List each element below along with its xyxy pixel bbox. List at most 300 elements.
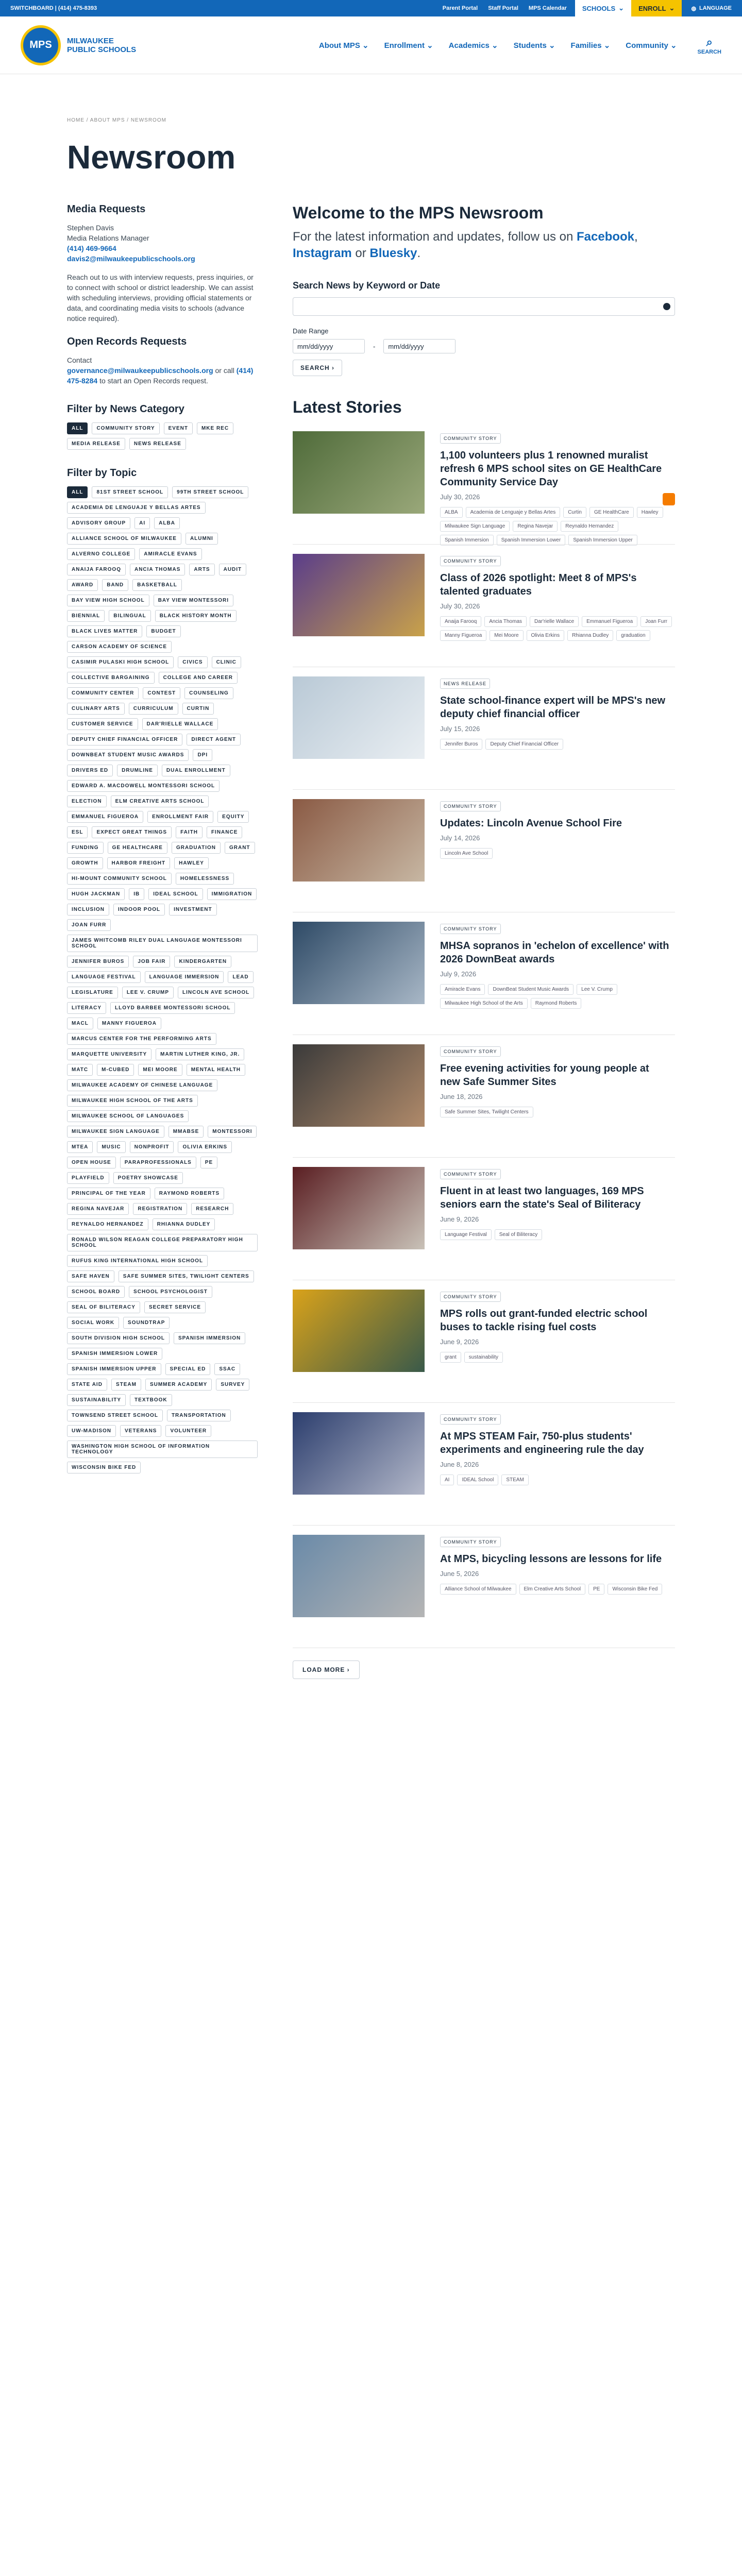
story-body xyxy=(440,545,672,667)
topic-tag[interactable]: CUSTOMER SERVICE xyxy=(67,718,138,730)
story-category-badge: COMMUNITY STORY xyxy=(440,1046,501,1057)
topic-tag[interactable]: OPEN HOUSE xyxy=(67,1157,116,1168)
story-tag[interactable]: Ancia Thomas xyxy=(484,616,527,627)
story-tag[interactable]: Spanish Immersion Upper xyxy=(568,535,637,546)
topic-tag[interactable]: BUDGET xyxy=(146,625,180,637)
topic-tag[interactable]: ARTS xyxy=(189,564,214,575)
story-category-badge: COMMUNITY STORY xyxy=(440,433,501,444)
parent-portal-link[interactable]: Parent Portal xyxy=(442,5,478,11)
topic-tag[interactable]: M-CUBED xyxy=(97,1064,134,1076)
story-tag[interactable]: Mei Moore xyxy=(490,630,523,641)
media-phone-link[interactable]: (414) 469-9664 xyxy=(67,244,116,252)
story-tag[interactable]: Raymond Roberts xyxy=(531,998,582,1009)
category-filter xyxy=(67,422,258,450)
topic-tag[interactable]: ALL xyxy=(67,486,88,498)
topic-tag[interactable]: SPANISH IMMERSION LOWER xyxy=(67,1348,162,1360)
topic-tag[interactable]: GE HEALTHCARE xyxy=(108,842,167,854)
story-title[interactable]: At MPS STEAM Fair, 750-plus students' experiments and engineering rule the day xyxy=(440,1431,644,1455)
media-heading: Media Requests xyxy=(67,204,146,215)
topic-tag[interactable]: CURRICULUM xyxy=(129,703,178,715)
search-icon: ⌕ xyxy=(706,35,713,48)
story-image[interactable] xyxy=(293,1290,425,1372)
topic-tag[interactable]: VOLUNTEER xyxy=(165,1425,211,1437)
story-tags xyxy=(440,507,672,546)
topic-tag[interactable]: SUMMER ACADEMY xyxy=(145,1379,212,1391)
nav-community[interactable]: Community ⌄ xyxy=(626,41,677,50)
story-category-badge: COMMUNITY STORY xyxy=(440,1292,501,1302)
topic-tag[interactable]: SCHOOL PSYCHOLOGIST xyxy=(129,1286,212,1298)
topic-tag[interactable]: BAND xyxy=(102,579,128,591)
topic-tag[interactable]: GRANT xyxy=(225,842,255,854)
main-content xyxy=(293,204,675,1679)
topic-tag[interactable]: ALUMNI xyxy=(185,533,218,545)
topic-tag[interactable]: LEE V. CRUMP xyxy=(122,987,174,998)
story-tag[interactable]: Alliance School of Milwaukee xyxy=(440,1584,516,1595)
topic-tag[interactable]: BAY VIEW HIGH SCHOOL xyxy=(67,595,149,606)
topic-tag[interactable]: AI xyxy=(134,517,150,529)
rss-icon[interactable] xyxy=(663,493,675,505)
staff-portal-link[interactable]: Staff Portal xyxy=(488,5,518,11)
latest-stories-heading: Latest Stories xyxy=(293,398,402,416)
topic-tag[interactable]: ELM CREATIVE ARTS SCHOOL xyxy=(111,795,209,807)
topic-tag[interactable]: MARCUS CENTER FOR THE PERFORMING ARTS xyxy=(67,1033,216,1045)
story-tag[interactable]: Manny Figueroa xyxy=(440,630,486,641)
topic-tag[interactable]: ESL xyxy=(67,826,88,838)
story-title[interactable]: Class of 2026 spotlight: Meet 8 of MPS's talented graduates xyxy=(440,572,637,597)
topic-tag[interactable]: GRADUATION xyxy=(172,842,221,854)
topic-tag[interactable]: LANGUAGE FESTIVAL xyxy=(67,971,141,983)
date-separator: - xyxy=(373,342,376,350)
topic-tag[interactable]: MONTESSORI xyxy=(208,1126,257,1138)
topic-tag[interactable]: ANCIA THOMAS xyxy=(130,564,185,575)
topic-filter xyxy=(67,486,258,1473)
topic-tag[interactable]: STATE AID xyxy=(67,1379,107,1391)
story-tag[interactable]: grant xyxy=(440,1352,461,1363)
story-date: July 9, 2026 xyxy=(440,970,477,978)
schools-button[interactable] xyxy=(575,0,631,16)
topic-tag[interactable]: SSAC xyxy=(214,1363,240,1375)
topic-tag[interactable]: FUNDING xyxy=(67,842,104,854)
topic-tag[interactable]: EXPECT GREAT THINGS xyxy=(92,826,172,838)
topic-tag[interactable]: LLOYD BARBEE MONTESSORI SCHOOL xyxy=(110,1002,235,1014)
story-body xyxy=(440,1158,672,1280)
topic-tag[interactable]: RAYMOND ROBERTS xyxy=(155,1188,224,1199)
topic-tag[interactable]: CURTIN xyxy=(182,703,214,715)
topic-tag[interactable]: MARQUETTE UNIVERSITY xyxy=(67,1048,151,1060)
topic-tag[interactable]: JAMES WHITCOMB RILEY DUAL LANGUAGE MONTESSORI SCHOOL xyxy=(67,935,258,952)
keyword-search-input[interactable] xyxy=(293,297,675,316)
topic-tag[interactable]: MATC xyxy=(67,1064,93,1076)
story-date: July 30, 2026 xyxy=(440,493,480,501)
topic-tag[interactable]: ALBA xyxy=(154,517,180,529)
topic-tag[interactable]: SUSTAINABILITY xyxy=(67,1394,126,1406)
story-tag[interactable]: Joan Furr xyxy=(640,616,672,627)
story-tag[interactable]: Emmanuel Figueroa xyxy=(582,616,637,627)
topic-tag[interactable]: MEI MOORE xyxy=(138,1064,182,1076)
topic-tag[interactable]: BLACK LIVES MATTER xyxy=(67,625,142,637)
topic-tag[interactable]: HARBOR FREIGHT xyxy=(107,857,171,869)
story-tag[interactable]: Seal of Biliteracy xyxy=(495,1229,542,1240)
topic-tag[interactable]: BAY VIEW MONTESSORI xyxy=(154,595,233,606)
topic-tag[interactable]: EDWARD A. MACDOWELL MONTESSORI SCHOOL xyxy=(67,780,220,792)
story-body xyxy=(440,1403,672,1525)
story-image[interactable] xyxy=(293,676,425,759)
topic-tag[interactable]: EMMANUEL FIGUEROA xyxy=(67,811,143,823)
topic-tag[interactable]: PRINCIPAL OF THE YEAR xyxy=(67,1188,150,1199)
search-button[interactable] xyxy=(698,36,721,55)
story-body xyxy=(440,422,672,544)
story-tag[interactable]: AI xyxy=(440,1475,454,1485)
calendar-link[interactable]: MPS Calendar xyxy=(528,5,567,11)
topic-tag[interactable]: TEXTBOOK xyxy=(130,1394,172,1406)
enroll-label: ENROLL xyxy=(638,4,666,12)
topic-tag[interactable]: ANAIJA FAROOQ xyxy=(67,564,126,575)
topic-tag[interactable]: CIVICS xyxy=(178,656,207,668)
story-body xyxy=(440,667,672,789)
topic-tag[interactable]: SOUTH DIVISION HIGH SCHOOL xyxy=(67,1332,170,1344)
story-tag[interactable]: Anaija Farooq xyxy=(440,616,481,627)
story-category-badge: COMMUNITY STORY xyxy=(440,924,501,934)
story-tag[interactable]: Dar'rielle Wallace xyxy=(530,616,579,627)
topic-tag[interactable]: MARTIN LUTHER KING, JR. xyxy=(156,1048,244,1060)
story-tag[interactable]: Milwaukee Sign Language xyxy=(440,521,510,532)
topic-tag[interactable]: PE xyxy=(200,1157,217,1168)
topic-tag[interactable]: DRIVERS ED xyxy=(67,765,113,776)
story-title[interactable]: At MPS, bicycling lessons are lessons for life xyxy=(440,1553,662,1565)
nav-academics[interactable]: Academics ⌄ xyxy=(448,41,498,50)
load-more-button[interactable]: LOAD MORE › xyxy=(293,1660,360,1679)
topic-tag[interactable]: CASIMIR PULASKI HIGH SCHOOL xyxy=(67,656,174,668)
search-icon xyxy=(663,303,670,310)
nav-students[interactable]: Students ⌄ xyxy=(513,41,555,50)
story-date: June 5, 2026 xyxy=(440,1570,479,1578)
story-tag[interactable]: Academia de Lenguaje y Bellas Artes xyxy=(466,507,561,518)
enroll-button[interactable] xyxy=(631,0,682,16)
topic-tag[interactable]: IB xyxy=(129,888,144,900)
topic-tag[interactable]: BLACK HISTORY MONTH xyxy=(155,610,237,622)
topic-tag[interactable]: ALVERNO COLLEGE xyxy=(67,548,135,560)
topic-tag[interactable]: HUGH JACKMAN xyxy=(67,888,125,900)
topic-tag[interactable]: REGINA NAVEJAR xyxy=(67,1203,129,1215)
instagram-link[interactable]: Instagram xyxy=(293,246,352,260)
topic-tag[interactable]: MACL xyxy=(67,1018,93,1029)
topic-tag[interactable]: IMMIGRATION xyxy=(207,888,257,900)
topic-tag[interactable]: RONALD WILSON REAGAN COLLEGE PREPARATORY HIGH SCHOOL xyxy=(67,1234,258,1251)
topic-tag[interactable]: HAWLEY xyxy=(174,857,209,869)
story-tag[interactable]: GE HealthCare xyxy=(589,507,634,518)
topic-tag[interactable]: LEAD xyxy=(228,971,253,983)
open-records-text: Contact governance@milwaukeepublicschools.org or call (414) 475-8284 to start an Open Records request. xyxy=(67,356,254,385)
topic-tag[interactable]: REYNALDO HERNANDEZ xyxy=(67,1218,148,1230)
story-tag[interactable]: Milwaukee High School of the Arts xyxy=(440,998,528,1009)
story-tag[interactable]: Deputy Chief Financial Officer xyxy=(485,739,563,750)
story-card xyxy=(293,790,675,912)
topic-tag[interactable]: DRUMLINE xyxy=(117,765,158,776)
topic-tag[interactable]: MILWAUKEE HIGH SCHOOL OF THE ARTS xyxy=(67,1095,198,1107)
topic-tag[interactable]: FINANCE xyxy=(207,826,242,838)
story-date: July 30, 2026 xyxy=(440,602,480,610)
topic-tag[interactable]: 99TH STREET SCHOOL xyxy=(172,486,248,498)
topic-tag[interactable]: TRANSPORTATION xyxy=(167,1410,231,1421)
open-records-phone-link[interactable]: (414) 475-8284 xyxy=(67,366,254,385)
topic-tag[interactable]: FAITH xyxy=(176,826,203,838)
media-email-link[interactable]: davis2@milwaukeepublicschools.org xyxy=(67,255,195,263)
topic-tag[interactable]: HOMELESSNESS xyxy=(176,873,234,885)
story-category-badge: NEWS RELEASE xyxy=(440,679,490,689)
story-title[interactable]: State school-finance expert will be MPS's new deputy chief financial officer xyxy=(440,695,666,720)
topic-tag[interactable]: COLLEGE AND CAREER xyxy=(159,672,238,684)
story-date: June 8, 2026 xyxy=(440,1461,479,1468)
topic-tag[interactable]: DEPUTY CHIEF FINANCIAL OFFICER xyxy=(67,734,182,745)
logo-line-1: MILWAUKEE xyxy=(67,36,114,45)
topic-tag[interactable]: SCHOOL BOARD xyxy=(67,1286,125,1298)
topic-tag[interactable]: DAR'RIELLE WALLACE xyxy=(142,718,218,730)
topic-tag[interactable]: AUDIT xyxy=(219,564,247,575)
story-tags xyxy=(440,1352,672,1363)
topic-tag[interactable]: RHIANNA DUDLEY xyxy=(153,1218,215,1230)
story-tag[interactable]: sustainability xyxy=(464,1352,503,1363)
story-tag[interactable]: Jennifer Buros xyxy=(440,739,482,750)
topic-tag[interactable]: SEAL OF BILITERACY xyxy=(67,1301,140,1313)
story-tag[interactable]: Lee V. Crump xyxy=(577,984,617,995)
story-tag[interactable]: Reynaldo Hernandez xyxy=(561,521,618,532)
topic-tag[interactable]: PLAYFIELD xyxy=(67,1172,109,1184)
category-tag[interactable]: ALL xyxy=(67,422,88,434)
topic-tag[interactable]: SAFE HAVEN xyxy=(67,1270,114,1282)
nav-families[interactable]: Families ⌄ xyxy=(570,41,611,50)
topic-tag[interactable]: LANGUAGE IMMERSION xyxy=(145,971,224,983)
end-date-input[interactable]: mm/dd/yyyy xyxy=(383,339,456,353)
story-card xyxy=(293,545,675,667)
topic-tag[interactable]: SPANISH IMMERSION UPPER xyxy=(67,1363,161,1375)
topic-tag[interactable]: ADVISORY GROUP xyxy=(67,517,130,529)
topic-tag[interactable]: MILWAUKEE SCHOOL OF LANGUAGES xyxy=(67,1110,189,1122)
story-image[interactable] xyxy=(293,1167,425,1249)
language-selector[interactable] xyxy=(691,5,732,12)
story-tag[interactable]: STEAM xyxy=(501,1475,528,1485)
utility-bar xyxy=(0,0,742,16)
facebook-link[interactable]: Facebook xyxy=(576,230,635,244)
topic-tag[interactable]: CLINIC xyxy=(212,656,241,668)
topic-tag[interactable]: BIENNIAL xyxy=(67,610,105,622)
topic-tag[interactable]: LITERACY xyxy=(67,1002,106,1014)
nav-enrollment[interactable]: Enrollment ⌄ xyxy=(384,41,433,50)
topic-tag[interactable]: CARSON ACADEMY OF SCIENCE xyxy=(67,641,172,653)
story-list xyxy=(293,422,675,1648)
topic-tag[interactable]: KINDERGARTEN xyxy=(174,956,231,968)
topic-tag[interactable]: COMMUNITY CENTER xyxy=(67,687,139,699)
story-title[interactable]: MPS rolls out grant-funded electric school buses to tackle rising fuel costs xyxy=(440,1308,648,1333)
story-body xyxy=(440,912,672,1035)
story-date: June 18, 2026 xyxy=(440,1093,483,1100)
category-tag[interactable]: MEDIA RELEASE xyxy=(67,438,125,450)
story-tag[interactable]: DownBeat Student Music Awards xyxy=(488,984,574,995)
schools-label: SCHOOLS xyxy=(582,4,616,12)
story-tag[interactable]: Elm Creative Arts School xyxy=(519,1584,586,1595)
story-tag[interactable]: Language Festival xyxy=(440,1229,492,1240)
story-category-badge: COMMUNITY STORY xyxy=(440,556,501,566)
topic-tag[interactable]: JOB FAIR xyxy=(133,956,170,968)
topic-tag[interactable]: COLLECTIVE BARGAINING xyxy=(67,672,155,684)
story-card xyxy=(293,912,675,1035)
topic-tag[interactable]: DPI xyxy=(193,749,212,761)
story-title[interactable]: 1,100 volunteers plus 1 renowned muralist refresh 6 MPS school sites on GE HealthCare Community Service Day xyxy=(440,450,662,488)
media-name: Stephen Davis xyxy=(67,224,114,232)
topic-tag[interactable]: MTEA xyxy=(67,1141,93,1153)
topic-tag[interactable]: NONPROFIT xyxy=(130,1141,174,1153)
topic-tag[interactable]: INCLUSION xyxy=(67,904,109,916)
story-tag[interactable]: IDEAL School xyxy=(457,1475,498,1485)
topic-tag[interactable]: SECRET SERVICE xyxy=(144,1301,206,1313)
topic-tag[interactable]: MILWAUKEE SIGN LANGUAGE xyxy=(67,1126,164,1138)
topic-tag[interactable]: MANNY FIGUEROA xyxy=(97,1018,161,1029)
category-tag[interactable]: MKE REC xyxy=(197,422,233,434)
welcome-intro: For the latest information and updates, follow us on Facebook, Instagram or Bluesky. xyxy=(293,230,638,260)
story-image[interactable] xyxy=(293,1044,425,1127)
nav-about[interactable]: About MPS ⌄ xyxy=(318,41,369,50)
site-header xyxy=(0,16,742,74)
category-tag[interactable]: COMMUNITY STORY xyxy=(92,422,159,434)
story-card xyxy=(293,1403,675,1526)
story-tag[interactable]: Regina Navejar xyxy=(513,521,558,532)
story-tag[interactable]: Lincoln Ave School xyxy=(440,848,493,859)
story-category-badge: COMMUNITY STORY xyxy=(440,1537,501,1547)
topic-tag[interactable]: SOUNDTRAP xyxy=(123,1317,170,1329)
story-tag[interactable]: Amiracle Evans xyxy=(440,984,485,995)
topic-tag[interactable]: MENTAL HEALTH xyxy=(187,1064,245,1076)
topic-tag[interactable]: RUFUS KING INTERNATIONAL HIGH SCHOOL xyxy=(67,1255,208,1267)
main-nav xyxy=(136,41,677,50)
topic-tag[interactable]: ACADEMIA DE LENGUAJE Y BELLAS ARTES xyxy=(67,502,206,514)
search-submit-button[interactable]: SEARCH › xyxy=(293,360,342,376)
topic-tag[interactable]: AWARD xyxy=(67,579,98,591)
topic-tag[interactable]: STEAM xyxy=(111,1379,141,1391)
switchboard-text: SWITCHBOARD | (414) 475-8393 xyxy=(10,5,97,11)
topic-tag[interactable]: SURVEY xyxy=(216,1379,249,1391)
category-tag[interactable]: EVENT xyxy=(164,422,193,434)
story-tag[interactable]: Olivia Erkins xyxy=(527,630,565,641)
topic-tag[interactable]: BASKETBALL xyxy=(132,579,182,591)
story-tag[interactable]: Spanish Immersion Lower xyxy=(497,535,566,546)
topic-tag[interactable]: GROWTH xyxy=(67,857,103,869)
topic-tag[interactable]: ALLIANCE SCHOOL OF MILWAUKEE xyxy=(67,533,181,545)
story-tags xyxy=(440,616,672,641)
topic-tag[interactable]: MILWAUKEE ACADEMY OF CHINESE LANGUAGE xyxy=(67,1079,217,1091)
topic-tag[interactable]: COUNSELING xyxy=(184,687,233,699)
topic-tag[interactable]: DOWNBEAT STUDENT MUSIC AWARDS xyxy=(67,749,189,761)
story-tag[interactable]: Rhianna Dudley xyxy=(567,630,613,641)
page-title: Newsroom xyxy=(67,139,236,176)
topic-tag[interactable]: CONTEST xyxy=(143,687,180,699)
story-image[interactable] xyxy=(293,1535,425,1617)
topic-tag[interactable]: INDOOR POOL xyxy=(113,904,165,916)
story-body xyxy=(440,1526,672,1648)
story-title[interactable]: Free evening activities for young people at new Safe Summer Sites xyxy=(440,1063,649,1088)
topic-tag[interactable]: SPECIAL ED xyxy=(165,1363,211,1375)
topic-tag[interactable]: REGISTRATION xyxy=(133,1203,187,1215)
topic-tag[interactable]: PARAPROFESSIONALS xyxy=(120,1157,196,1168)
topic-tag[interactable]: INVESTMENT xyxy=(169,904,216,916)
topic-tag[interactable]: 81ST STREET SCHOOL xyxy=(92,486,168,498)
story-image[interactable] xyxy=(293,554,425,636)
topic-tag[interactable]: ENROLLMENT FAIR xyxy=(147,811,213,823)
topic-tag[interactable]: JENNIFER BUROS xyxy=(67,956,129,968)
story-image[interactable] xyxy=(293,1412,425,1495)
story-tag[interactable]: Hawley xyxy=(637,507,663,518)
story-tag[interactable]: Safe Summer Sites, Twilight Centers xyxy=(440,1107,533,1117)
topic-filter-heading: Filter by Topic xyxy=(67,467,137,479)
topic-tag[interactable]: DIRECT AGENT xyxy=(187,734,241,745)
topic-tag[interactable]: SOCIAL WORK xyxy=(67,1317,119,1329)
topic-tag[interactable]: POETRY SHOWCASE xyxy=(113,1172,183,1184)
topic-tag[interactable]: MUSIC xyxy=(97,1141,125,1153)
topic-tag[interactable]: RESEARCH xyxy=(191,1203,233,1215)
story-image[interactable] xyxy=(293,922,425,1004)
story-tags xyxy=(440,739,672,750)
bluesky-link[interactable]: Bluesky xyxy=(369,246,417,260)
topic-tag[interactable]: DUAL ENROLLMENT xyxy=(162,765,230,776)
topic-tag[interactable]: CULINARY ARTS xyxy=(67,703,125,715)
topic-tag[interactable]: IDEAL SCHOOL xyxy=(148,888,203,900)
story-category-badge: COMMUNITY STORY xyxy=(440,801,501,811)
topic-tag[interactable]: LINCOLN AVE SCHOOL xyxy=(178,987,254,998)
topic-tag[interactable]: VETERANS xyxy=(120,1425,161,1437)
topic-tag[interactable]: MMABSE xyxy=(168,1126,204,1138)
story-tags xyxy=(440,984,672,1009)
topic-tag[interactable]: ELECTION xyxy=(67,795,107,807)
category-tag[interactable]: NEWS RELEASE xyxy=(129,438,186,450)
story-tag[interactable]: Curtin xyxy=(563,507,586,518)
logo-line-2: PUBLIC SCHOOLS xyxy=(67,45,137,54)
story-tag[interactable]: graduation xyxy=(616,630,650,641)
story-title[interactable]: Updates: Lincoln Avenue School Fire xyxy=(440,818,622,829)
mps-seal-icon: MPS xyxy=(21,25,61,65)
story-tags xyxy=(440,1475,672,1485)
chevron-down-icon: ⌄ xyxy=(618,4,625,12)
topic-tag[interactable]: WISCONSIN BIKE FED xyxy=(67,1462,141,1473)
story-title[interactable]: MHSA sopranos in 'echelon of excellence' with 2026 DownBeat awards xyxy=(440,940,669,965)
story-image[interactable] xyxy=(293,799,425,882)
start-date-input[interactable]: mm/dd/yyyy xyxy=(293,339,365,353)
story-tag[interactable]: Wisconsin Bike Fed xyxy=(608,1584,662,1595)
story-tag[interactable]: Spanish Immersion xyxy=(440,535,494,546)
globe-icon: ◍ xyxy=(691,5,697,12)
topic-tag[interactable]: SAFE SUMMER SITES, TWILIGHT CENTERS xyxy=(119,1270,254,1282)
story-body xyxy=(440,1280,672,1402)
story-tag[interactable]: PE xyxy=(588,1584,604,1595)
topic-tag[interactable]: OLIVIA ERKINS xyxy=(178,1141,232,1153)
topic-tag[interactable]: WASHINGTON HIGH SCHOOL OF INFORMATION TECHNOLOGY xyxy=(67,1440,258,1458)
topic-tag[interactable]: AMIRACLE EVANS xyxy=(139,548,201,560)
topic-tag[interactable]: HI-MOUNT COMMUNITY SCHOOL xyxy=(67,873,172,885)
topic-tag[interactable]: JOAN FURR xyxy=(67,919,111,931)
topic-tag[interactable]: SPANISH IMMERSION xyxy=(174,1332,245,1344)
media-role: Media Relations Manager xyxy=(67,234,149,242)
topic-tag[interactable]: EQUITY xyxy=(217,811,249,823)
topic-tag[interactable]: TOWNSEND STREET SCHOOL xyxy=(67,1410,163,1421)
story-date: July 14, 2026 xyxy=(440,834,480,842)
topic-tag[interactable]: BILINGUAL xyxy=(109,610,150,622)
story-title[interactable]: Fluent in at least two languages, 169 MPS seniors earn the state's Seal of Biliteracy xyxy=(440,1185,644,1210)
story-date: June 9, 2026 xyxy=(440,1215,479,1223)
story-tag[interactable]: ALBA xyxy=(440,507,463,518)
chevron-down-icon: ⌄ xyxy=(669,4,675,12)
district-logo[interactable] xyxy=(21,25,136,65)
topic-tag[interactable]: UW-MADISON xyxy=(67,1425,116,1437)
open-records-email-link[interactable]: governance@milwaukeepublicschools.org xyxy=(67,366,213,375)
story-image[interactable] xyxy=(293,431,425,514)
topic-tag[interactable]: LEGISLATURE xyxy=(67,987,118,998)
